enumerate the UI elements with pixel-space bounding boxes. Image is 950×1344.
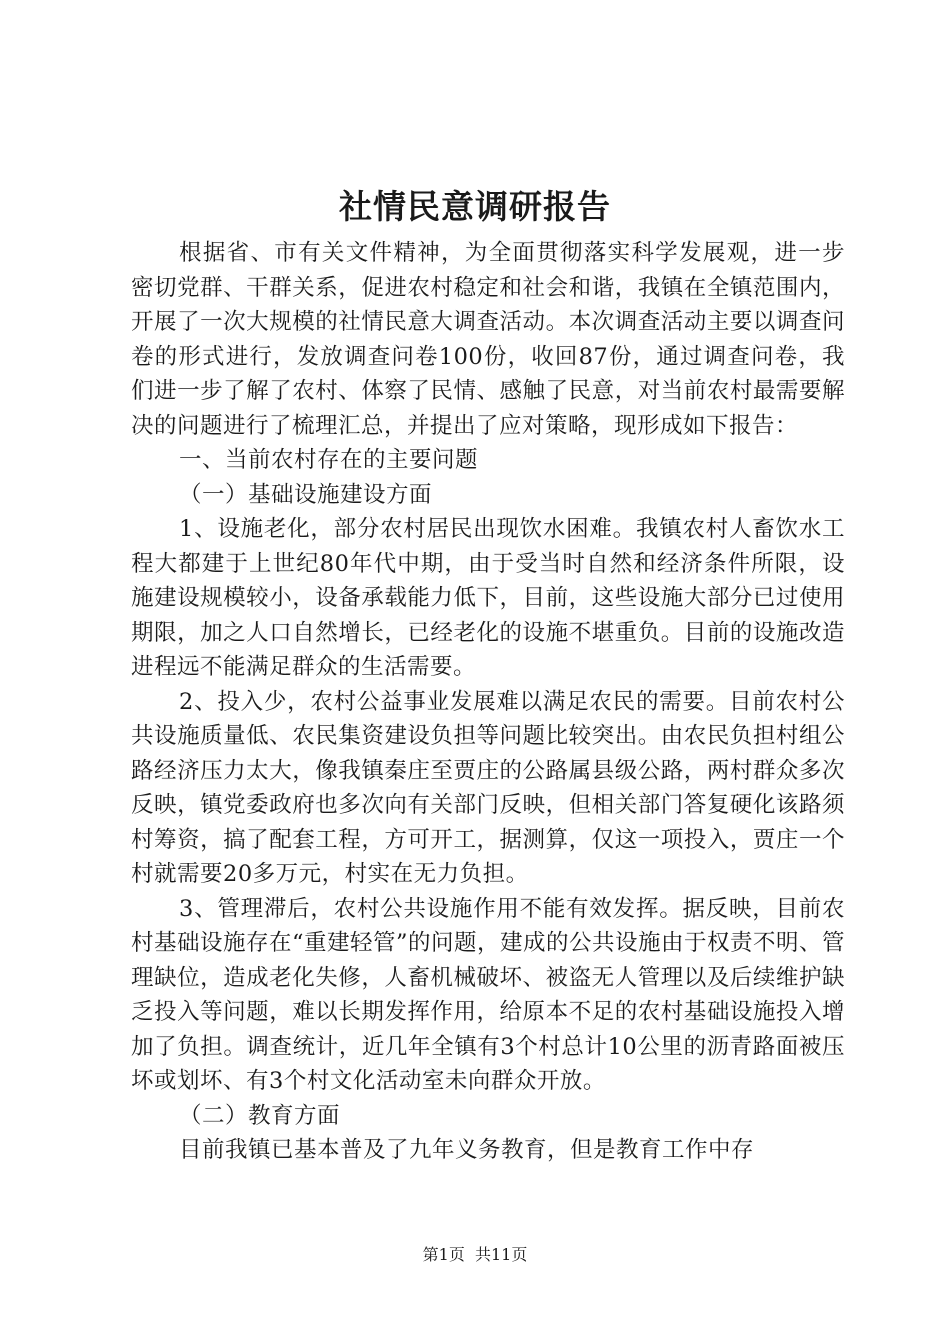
page-number: 第1页 共11页 — [422, 1245, 528, 1264]
paragraph-item-3: 3、管理滞后，农村公共设施作用不能有效发挥。据反映，目前农村基础设施存在“重建轻管”的问题，建成的公共设施由于权责不明、管理缺位，造成老化失修，人畜机械破坏、被盗无人管理以及后续维护缺乏投入等问题，难以长期发挥作用，给原本不足的农村基础设施投入增加了负担。调查统计，近几年全镇有3个村总计10公里的沥青路面被压坏或划坏、有3个村文化活动室未向群众开放。 — [131, 895, 846, 1094]
paragraph-education: 目前我镇已基本普及了九年义务教育，但是教育工作中存 — [179, 1137, 755, 1163]
page-footer — [0, 1244, 950, 1266]
paragraph-intro: 根据省、市有关文件精神，为全面贯彻落实科学发展观，进一步密切党群、干群关系，促进农村稳定和社会和谐，我镇在全镇范围内，开展了一次大规模的社情民意大调查活动。本次调查活动主要以调查问卷的形式进行，发放调查问卷100份，收回87份，通过调查问卷，我们进一步了解了农村、体察了民情、感触了民意，对当前农村最需要解决的问题进行了梳理汇总，并提出了应对策略，现形成如下报告： — [131, 240, 845, 439]
section-heading-main-problems: 一、当前农村存在的主要问题 — [179, 447, 479, 473]
paragraph-item-2: 2、投入少，农村公益事业发展难以满足农民的需要。目前农村公共设施质量低、农民集资建设负担等问题比较突出。由农民负担村组公路经济压力太大，像我镇秦庄至贾庄的公路属县级公路，两村群众多次反映，镇党委政府也多次向有关部门反映，但相关部门答复硬化该路须村筹资，搞了配套工程，方可开工，据测算，仅这一项投入，贾庄一个村就需要20多万元，村实在无力负担。 — [131, 688, 845, 887]
subsection-heading-infrastructure: （一）基础设施建设方面 — [179, 481, 433, 508]
document-title: 社情民意调研报告 — [339, 187, 611, 226]
paragraph-item-1: 1、设施老化，部分农村居民出现饮水困难。我镇农村人畜饮水工程大都建于上世纪80年代中期，由于受当时自然和经济条件所限，设施建设规模较小，设备承载能力低下，目前，这些设施大部分已过使用期限，加之人口自然增长，已经老化的设施不堪重负。目前的设施改造进程远不能满足群众的生活需要。 — [131, 516, 845, 680]
subsection-heading-education: （二）教育方面 — [179, 1102, 341, 1129]
document-body — [131, 236, 845, 1168]
